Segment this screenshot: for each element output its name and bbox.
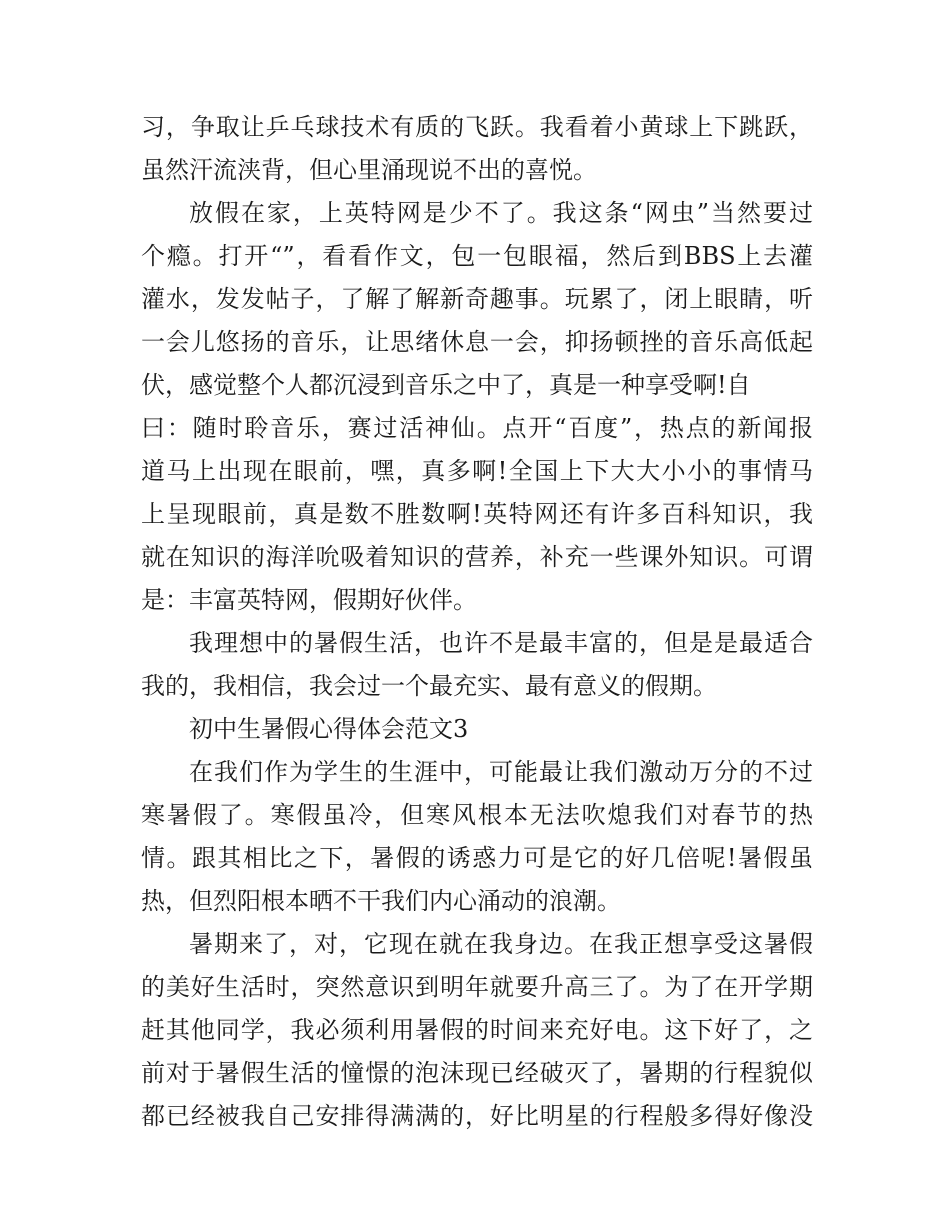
- text-line: 在我们作为学生的生涯中，可能最让我们激动万分的不过: [189, 758, 813, 786]
- text-line: 虽然汗流浃背，但心里涌现说不出的喜悦。: [141, 156, 597, 184]
- text-line: 暑期来了，对，它现在就在我身边。在我正想享受这暑假: [189, 930, 813, 958]
- text-line: 情。跟其相比之下，暑假的诱惑力可是它的好几倍呢!暑假虽: [141, 844, 813, 872]
- text-line: 个瘾。打开“”，看看作文，包一包眼福，然后到BBS上去灌: [141, 242, 813, 270]
- text-line: 习，争取让乒乓球技术有质的飞跃。我看着小黄球上下跳跃，: [141, 113, 813, 141]
- text-line: 曰：随时聆音乐，赛过活神仙。点开“百度”，热点的新闻报: [141, 414, 813, 442]
- text-line: 我理想中的暑假生活，也许不是最丰富的，但是是最适合: [189, 629, 813, 657]
- text-line: 我的，我相信，我会过一个最充实、最有意义的假期。: [141, 672, 717, 700]
- text-line: 的美好生活时，突然意识到明年就要升高三了。为了在开学期: [141, 973, 813, 1001]
- text-line: 放假在家，上英特网是少不了。我这条“网虫”当然要过: [189, 199, 813, 227]
- text-line: 一会儿悠扬的音乐，让思绪休息一会，抑扬顿挫的音乐高低起: [141, 328, 813, 356]
- text-line: 伏，感觉整个人都沉浸到音乐之中了，真是一种享受啊!自: [141, 371, 751, 399]
- text-line: 上呈现眼前，真是数不胜数啊!英特网还有许多百科知识，我: [141, 500, 813, 528]
- text-line: 道马上出现在眼前，嘿，真多啊!全国上下大大小小的事情马: [141, 457, 813, 485]
- text-line: 都已经被我自己安排得满满的，好比明星的行程般多得好像没: [141, 1102, 813, 1130]
- text-line: 就在知识的海洋吮吸着知识的营养，补充一些课外知识。可谓: [141, 543, 813, 571]
- text-line: 前对于暑假生活的憧憬的泡沫现已经破灭了，暑期的行程貌似: [141, 1059, 813, 1087]
- document-body: [141, 106, 813, 1138]
- text-line: 热，但烈阳根本晒不干我们内心涌动的浪潮。: [141, 887, 621, 915]
- text-line: 灌水，发发帖子，了解了解新奇趣事。玩累了，闭上眼睛，听: [141, 285, 813, 313]
- text-line: 赶其他同学，我必须利用暑假的时间来充好电。这下好了，之: [141, 1016, 813, 1044]
- text-line: 寒暑假了。寒假虽冷，但寒风根本无法吹熄我们对春节的热: [141, 801, 813, 829]
- text-line: 是：丰富英特网，假期好伙伴。: [141, 586, 477, 614]
- section-heading: 初中生暑假心得体会范文3: [189, 715, 469, 743]
